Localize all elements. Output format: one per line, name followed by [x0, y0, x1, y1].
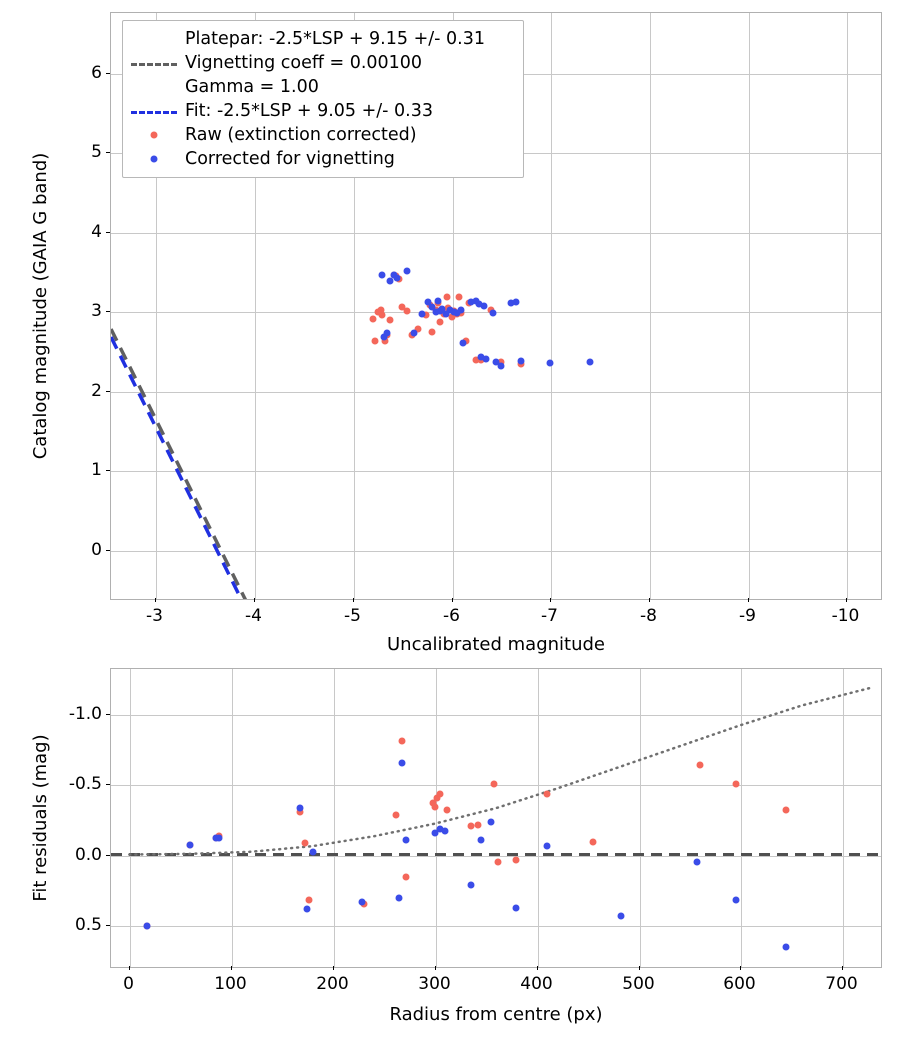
data-point — [393, 812, 400, 819]
data-point — [418, 311, 425, 318]
data-point — [474, 822, 481, 829]
legend-entry-corrected — [131, 147, 515, 171]
data-point — [512, 298, 519, 305]
legend-label-raw: Raw (extinction corrected) — [185, 125, 417, 145]
data-point — [783, 944, 790, 951]
data-point — [215, 834, 222, 841]
y-tick-label: 1 — [91, 459, 102, 480]
legend-entry-gamma: Gamma = 1.00 — [185, 77, 319, 97]
data-point — [403, 837, 410, 844]
chart-line-platepar — [111, 329, 881, 600]
data-point — [411, 330, 418, 337]
y-tick-mark — [106, 550, 110, 551]
x-tick-label: -10 — [831, 606, 860, 626]
legend-entry-platepar: Platepar: -2.5*LSP + 9.15 +/- 0.31 — [185, 29, 485, 49]
y-tick-mark — [106, 73, 110, 74]
x-tick-mark — [129, 966, 130, 970]
legend-key-marker-blue — [131, 149, 177, 169]
data-point — [467, 823, 474, 830]
data-point — [589, 838, 596, 845]
x-tick-label: 200 — [316, 974, 349, 994]
data-point — [458, 306, 465, 313]
x-tick-mark — [155, 598, 156, 602]
data-point — [733, 781, 740, 788]
x-tick-mark — [639, 966, 640, 970]
data-point — [436, 791, 443, 798]
bottom-panel-xlabel: Radius from centre (px) — [389, 1004, 603, 1025]
data-point — [358, 899, 365, 906]
data-point — [696, 761, 703, 768]
x-tick-mark — [435, 966, 436, 970]
x-tick-label: -9 — [739, 606, 756, 626]
data-point — [547, 359, 554, 366]
data-point — [434, 297, 441, 304]
data-point — [543, 791, 550, 798]
data-point — [301, 840, 308, 847]
data-point — [381, 334, 388, 341]
x-tick-mark — [452, 598, 453, 602]
x-tick-mark — [333, 966, 334, 970]
y-tick-mark — [106, 855, 110, 856]
bottom-panel-ylabel: Fit residuals (mag) — [30, 734, 51, 902]
x-tick-mark — [537, 966, 538, 970]
x-tick-label: 300 — [418, 974, 451, 994]
x-tick-label: -8 — [640, 606, 657, 626]
x-tick-mark — [254, 598, 255, 602]
x-tick-mark — [550, 598, 551, 602]
data-point — [517, 358, 524, 365]
data-point — [513, 904, 520, 911]
x-tick-mark — [748, 598, 749, 602]
x-tick-label: -5 — [344, 606, 361, 626]
x-tick-label: 100 — [214, 974, 247, 994]
y-tick-label: 0.0 — [74, 844, 102, 865]
x-tick-mark — [649, 598, 650, 602]
y-tick-label: 2 — [91, 380, 102, 401]
bottom-plot-area — [110, 668, 882, 968]
y-tick-mark — [106, 152, 110, 153]
data-point — [513, 857, 520, 864]
data-point — [369, 316, 376, 323]
y-tick-mark — [106, 311, 110, 312]
data-point — [297, 805, 304, 812]
y-tick-mark — [106, 391, 110, 392]
data-point — [483, 355, 490, 362]
data-point — [303, 906, 310, 913]
y-tick-label: -0.5 — [68, 773, 102, 794]
x-tick-label: 0 — [123, 974, 134, 994]
data-point — [543, 843, 550, 850]
legend-label-corrected: Corrected for vignetting — [185, 149, 395, 169]
data-point — [399, 737, 406, 744]
x-tick-label: 700 — [825, 974, 858, 994]
data-point — [387, 316, 394, 323]
data-point — [444, 806, 451, 813]
data-point — [490, 781, 497, 788]
top-panel-ylabel: Catalog magnitude (GAIA G band) — [30, 152, 51, 460]
data-point — [497, 363, 504, 370]
y-tick-label: -1.0 — [68, 703, 102, 724]
x-tick-mark — [231, 966, 232, 970]
data-point — [387, 277, 394, 284]
data-point — [379, 271, 386, 278]
x-tick-label: -6 — [443, 606, 460, 626]
data-point — [618, 913, 625, 920]
x-tick-label: 600 — [723, 974, 756, 994]
legend-key-marker-red — [131, 125, 177, 145]
data-point — [460, 339, 467, 346]
legend-entry-fit — [131, 99, 515, 123]
data-point — [733, 896, 740, 903]
data-point — [495, 858, 502, 865]
data-point — [404, 268, 411, 275]
chart-line-vignetting-curve — [129, 687, 873, 854]
x-tick-label: 500 — [622, 974, 655, 994]
legend-key-dashed-blue — [131, 101, 177, 121]
data-point — [399, 304, 406, 311]
data-point — [456, 293, 463, 300]
y-tick-label: 0 — [91, 539, 102, 560]
x-tick-label: -4 — [245, 606, 262, 626]
legend-key-dashed-gray — [131, 53, 177, 73]
data-point — [477, 837, 484, 844]
data-point — [187, 841, 194, 848]
data-point — [305, 896, 312, 903]
data-point — [443, 293, 450, 300]
data-point — [396, 895, 403, 902]
data-point — [309, 848, 316, 855]
legend-label-fit: Fit: -2.5*LSP + 9.05 +/- 0.33 — [185, 101, 433, 121]
y-tick-label: 4 — [91, 221, 102, 242]
legend-entry-vignetting — [131, 51, 515, 75]
data-point — [371, 338, 378, 345]
data-point — [586, 359, 593, 366]
data-point — [143, 923, 150, 930]
data-point — [431, 803, 438, 810]
y-tick-label: 0.5 — [74, 914, 102, 935]
top-panel-xlabel: Uncalibrated magnitude — [386, 634, 606, 655]
y-tick-mark — [106, 714, 110, 715]
top-panel-legend — [122, 20, 524, 178]
y-tick-mark — [106, 232, 110, 233]
legend-entry-raw — [131, 123, 515, 147]
data-point — [693, 858, 700, 865]
legend-label-vignetting: Vignetting coeff = 0.00100 — [185, 53, 423, 73]
data-point — [399, 760, 406, 767]
y-tick-label: 5 — [91, 141, 102, 162]
data-point — [467, 882, 474, 889]
data-point — [487, 819, 494, 826]
line-overlay — [111, 669, 881, 967]
y-tick-mark — [106, 925, 110, 926]
data-point — [436, 318, 443, 325]
x-tick-label: 400 — [520, 974, 553, 994]
y-tick-label: 3 — [91, 300, 102, 321]
x-tick-mark — [846, 598, 847, 602]
y-tick-mark — [106, 784, 110, 785]
y-tick-mark — [106, 470, 110, 471]
data-point — [481, 303, 488, 310]
data-point — [403, 874, 410, 881]
data-point — [490, 309, 497, 316]
y-tick-label: 6 — [91, 62, 102, 83]
data-point — [783, 806, 790, 813]
x-tick-mark — [740, 966, 741, 970]
x-tick-mark — [842, 966, 843, 970]
data-point — [428, 328, 435, 335]
data-point — [442, 827, 449, 834]
x-tick-mark — [353, 598, 354, 602]
x-tick-label: -3 — [146, 606, 163, 626]
x-tick-label: -7 — [541, 606, 558, 626]
data-point — [374, 308, 381, 315]
